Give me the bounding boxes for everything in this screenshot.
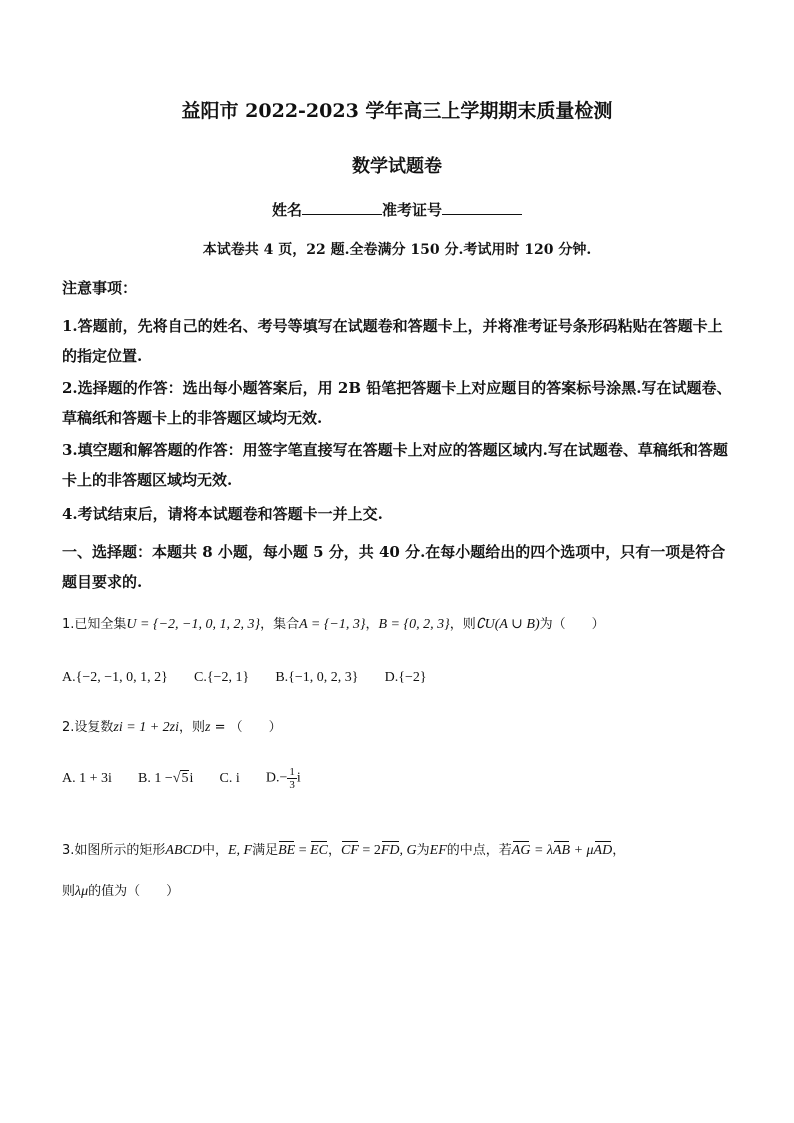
vector-ag: AG [511,843,531,858]
q1-complement: ∁U(A ∪ B) [475,617,540,632]
vector-ab: AB [552,843,571,858]
q3-lambda-mu: λμ [75,884,89,899]
vector-fd: FD [380,843,400,858]
q2-option-b[interactable] [138,771,193,787]
q1-suffix: 为（ ） [539,617,605,632]
name-label: 姓名 [271,201,302,219]
q2-option-a[interactable]: A. 1 + 3i [62,770,112,786]
notice-heading: 注意事项： [62,279,138,297]
q3-plus: + μ [570,843,594,858]
q1-option-b[interactable]: B.{−1, 0, 2, 3} [275,670,359,685]
q3-g: , G [399,843,417,858]
q3-sep: ， [328,843,342,858]
q1-option-c[interactable]: C.{−2, 1} [193,670,250,685]
q2-option-c[interactable]: C. i [219,770,240,786]
vector-ad: AD [593,843,613,858]
q2-option-b-post: i [189,770,194,786]
q1-set-a: A = {−1, 3} [299,617,366,632]
notice-item-2: 2.选择题的作答：选出每小题答案后，用 2B 铅笔把答题卡上对应题目的答案标号涂黑.写在试题卷、草稿纸和答题卡上的非答题区域均无效. [62,379,732,427]
fraction-numerator: 1 [289,766,295,778]
notice-item-1: 1.答题前，先将自己的姓名、考号等填写在试题卷和答题卡上，并将准考证号条形码粘贴在答题卡上的指定位置. [62,317,723,365]
q3-line2-pre: 则 [62,884,76,899]
q2-var: z [205,720,211,735]
q2-mid: ，则 [178,720,205,735]
q2-option-d-post: i [296,770,301,786]
q1-comma: ， [365,617,379,632]
q1-set-b: B = {0, 2, 3} [378,617,450,632]
q2-option-d-fraction [287,766,297,791]
q1-mid1: ，集合 [260,617,300,632]
q2-prefix: 2.设复数 [62,720,114,735]
id-label: 准考证号 [382,201,443,219]
notice-item-4: 4.考试结束后，请将本试题卷和答题卡一并上交. [62,505,383,523]
q2-option-b-radicand: 5 [181,770,189,786]
name-blank [302,200,382,215]
section-heading: 一、选择题：本题共 8 小题，每小题 5 分，共 40 分.在每小题给出的四个选项中，只有一项是符合题目要求的. [62,543,726,591]
fraction-denominator: 3 [289,779,295,791]
q3-prefix: 3.如图所示的矩形 [62,843,166,858]
q3-line2-post: 的值为（ ） [88,884,180,899]
exam-title: 益阳市 2022-2023 学年高三上学期期末质量检测 [181,100,613,122]
question-2 [62,716,742,736]
candidate-info-line [0,199,794,220]
id-blank [442,200,522,215]
question-1 [62,613,742,633]
q1-option-a[interactable]: A.{−2, −1, 0, 1, 2} [62,670,168,685]
q3-end: ， [612,843,626,858]
q1-prefix: 1.已知全集 [62,617,127,632]
exam-info: 本试卷共 4 页，22 题.全卷满分 150 分.考试用时 120 分钟. [202,242,592,258]
question-1-options [62,670,742,686]
question-3 [62,839,742,859]
sqrt-symbol: √ [172,770,181,786]
q3-eq3: = λ [530,843,553,858]
q3-points: E, F [227,843,253,858]
q1-universe: U = {−2, −1, 0, 1, 2, 3} [126,617,261,632]
q2-option-b-pre: B. 1 − [138,770,173,786]
exam-subtitle: 数学试题卷 [352,156,442,177]
q2-suffix: = （ ） [210,720,282,735]
q2-option-d-pre: D.− [265,770,288,786]
q3-seg: EF [429,843,447,858]
vector-be: BE [278,843,296,858]
q3-mid4: 的中点，若 [446,843,512,858]
question-3-line-2 [62,880,742,900]
notice-item-3: 3.填空题和解答题的作答：用签字笔直接写在答题卡上对应的答题区域内.写在试题卷、草稿纸和答题卡上的非答题区域均无效. [62,441,728,489]
q2-equation: zi = 1 + 2zi [113,720,179,735]
vector-cf: CF [341,843,359,858]
q1-mid2: ，则 [449,617,476,632]
vector-ec: EC [310,843,329,858]
q3-eq2: = 2 [358,843,381,858]
q3-rect: ABCD [165,843,202,858]
q3-mid1: 中， [201,843,228,858]
q2-option-d[interactable] [266,766,301,791]
q3-eq1: = [295,843,311,858]
q3-mid2: 满足 [252,843,279,858]
question-2-options [62,766,742,791]
q1-option-d[interactable]: D.{−2} [384,670,427,685]
q3-mid3: 为 [416,843,430,858]
